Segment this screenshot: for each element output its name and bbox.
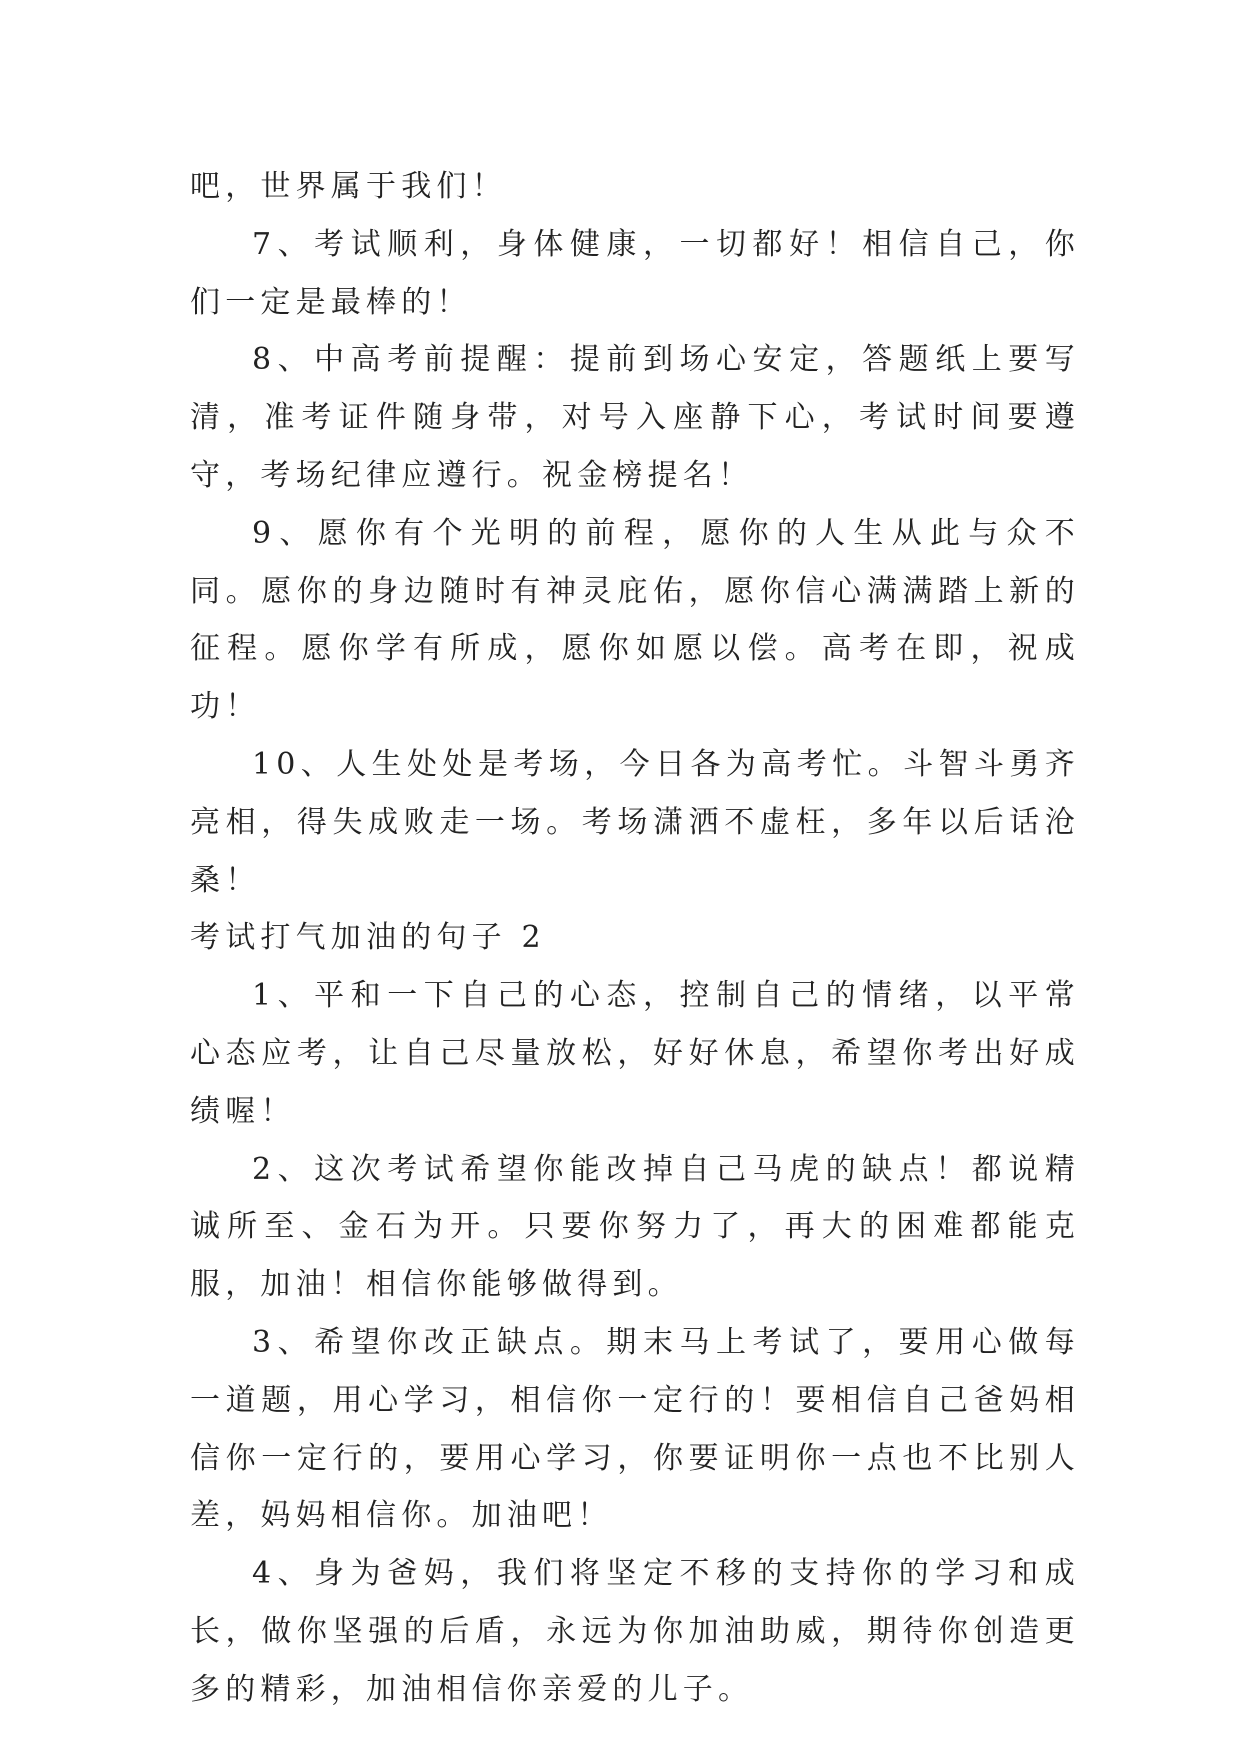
paragraph-item-3: 3、希望你改正缺点。期末马上考试了，要用心做每一道题，用心学习，相信你一定行的！要相信自己爸妈相信你一定行的，要用心学习，你要证明你一点也不比别人差，妈妈相信你。加油吧！ <box>190 1324 1080 1534</box>
paragraph-item-10: 10、人生处处是考场，今日各为高考忙。斗智斗勇齐亮相，得失成败走一场。考场潇洒不虚枉，多年以后话沧桑！ <box>190 746 1080 898</box>
paragraph-item-1: 1、平和一下自己的心态，控制自己的情绪，以平常心态应考，让自己尽量放松，好好休息，希望你考出好成绩喔！ <box>190 978 1080 1129</box>
paragraph-item-2: 2、这次考试希望你能改掉自己马虎的缺点！都说精诚所至、金石为开。只要你努力了，再大的困难都能克服，加油！相信你能够做得到。 <box>190 1151 1080 1303</box>
section-heading: 考试打气加油的句子 2 <box>190 920 546 956</box>
paragraph-item-9: 9、愿你有个光明的前程，愿你的人生从此与众不同。愿你的身边随时有神灵庇佑，愿你信心满满踏上新的征程。愿你学有所成，愿你如愿以偿。高考在即，祝成功！ <box>190 515 1080 725</box>
paragraph-item-8: 8、中高考前提醒：提前到场心安定，答题纸上要写清，准考证件随身带，对号入座静下心，考试时间要遵守，考场纪律应遵行。祝金榜提名！ <box>190 342 1080 493</box>
paragraph-item-4: 4、身为爸妈，我们将坚定不移的支持你的学习和成长，做你坚强的后盾，永远为你加油助威，期待你创造更多的精彩，加油相信你亲爱的儿子。 <box>190 1556 1080 1707</box>
document-page <box>190 158 1080 1719</box>
paragraph-continuation: 吧，世界属于我们！ <box>190 169 507 204</box>
paragraph-item-7: 7、考试顺利，身体健康，一切都好！相信自己，你们一定是最棒的！ <box>190 226 1080 320</box>
